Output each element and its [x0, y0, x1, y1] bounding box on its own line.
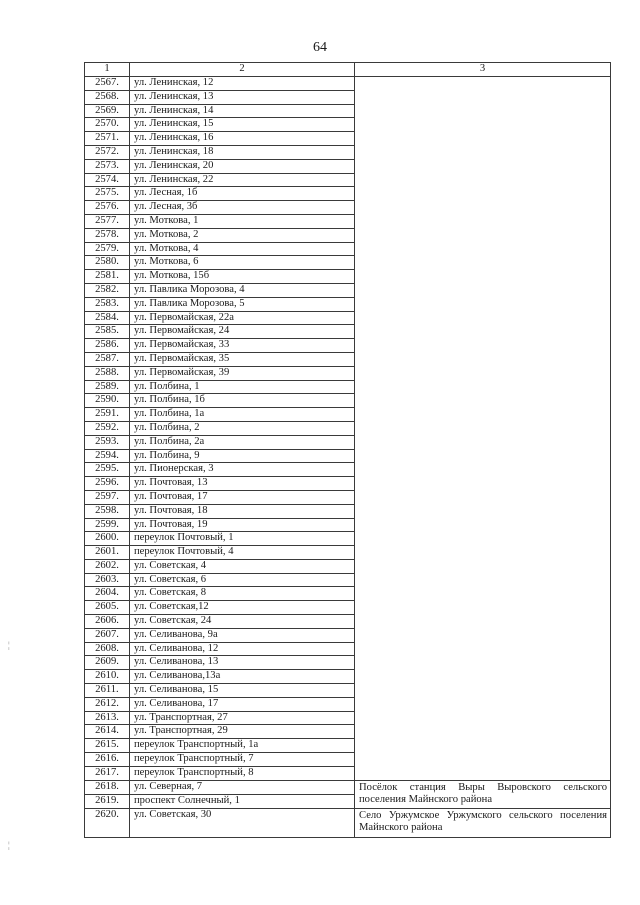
row-number: 2603.: [85, 573, 130, 587]
row-number: 2596.: [85, 477, 130, 491]
row-address: ул. Транспортная, 29: [130, 725, 355, 739]
row-number: 2601.: [85, 546, 130, 560]
row-number: 2594.: [85, 449, 130, 463]
row-address: ул. Первомайская, 24: [130, 325, 355, 339]
scan-mark: ¦: [8, 840, 10, 850]
row-number: 2614.: [85, 725, 130, 739]
row-number: 2605.: [85, 601, 130, 615]
row-address: ул. Селиванова, 17: [130, 697, 355, 711]
row-number: 2595.: [85, 463, 130, 477]
table-body: [85, 77, 611, 838]
row-address: ул. Первомайская, 33: [130, 339, 355, 353]
column-3-empty: [355, 77, 611, 781]
row-number: 2576.: [85, 201, 130, 215]
row-number: 2598.: [85, 504, 130, 518]
row-address: ул. Моткова, 6: [130, 256, 355, 270]
row-address: переулок Почтовый, 4: [130, 546, 355, 560]
row-number: 2585.: [85, 325, 130, 339]
row-address: ул. Ленинская, 18: [130, 145, 355, 159]
row-address: ул. Полбина, 9: [130, 449, 355, 463]
table-header-row: [85, 63, 611, 77]
row-address: ул. Селиванова,13а: [130, 670, 355, 684]
settlement-description: Посёлок станция Выры Выровского сельского поселения Майнского района: [355, 780, 611, 808]
row-number: 2612.: [85, 697, 130, 711]
row-address: ул. Ленинская, 16: [130, 132, 355, 146]
row-number: 2575.: [85, 187, 130, 201]
row-address: ул. Моткова, 1: [130, 214, 355, 228]
row-number: 2589.: [85, 380, 130, 394]
row-address: ул. Полбина, 1: [130, 380, 355, 394]
row-number: 2610.: [85, 670, 130, 684]
row-address: ул. Транспортная, 27: [130, 711, 355, 725]
row-number: 2602.: [85, 559, 130, 573]
row-address: ул. Моткова, 2: [130, 228, 355, 242]
row-address: ул. Ленинская, 22: [130, 173, 355, 187]
row-address: проспект Солнечный, 1: [130, 794, 355, 808]
row-number: 2616.: [85, 753, 130, 767]
row-address: ул. Первомайская, 39: [130, 366, 355, 380]
row-number: 2604.: [85, 587, 130, 601]
row-number: 2573.: [85, 159, 130, 173]
row-number: 2611.: [85, 684, 130, 698]
row-number: 2593.: [85, 435, 130, 449]
row-address: ул. Полбина, 2: [130, 421, 355, 435]
row-number: 2578.: [85, 228, 130, 242]
row-number: 2590.: [85, 394, 130, 408]
row-number: 2587.: [85, 352, 130, 366]
row-address: ул. Селиванова, 15: [130, 684, 355, 698]
row-number: 2607.: [85, 628, 130, 642]
row-address: ул. Ленинская, 14: [130, 104, 355, 118]
row-address: ул. Советская, 8: [130, 587, 355, 601]
row-number: 2570.: [85, 118, 130, 132]
row-address: ул. Первомайская, 35: [130, 352, 355, 366]
row-number: 2599.: [85, 518, 130, 532]
row-address: ул. Почтовая, 13: [130, 477, 355, 491]
row-address: переулок Почтовый, 1: [130, 532, 355, 546]
row-number: 2588.: [85, 366, 130, 380]
row-number: 2606.: [85, 615, 130, 629]
row-address: переулок Транспортный, 7: [130, 753, 355, 767]
row-number: 2567.: [85, 77, 130, 91]
row-address: ул. Полбина, 2а: [130, 435, 355, 449]
row-address: ул. Ленинская, 12: [130, 77, 355, 91]
row-address: ул. Ленинская, 20: [130, 159, 355, 173]
row-address: ул. Советская,12: [130, 601, 355, 615]
row-address: ул. Моткова, 4: [130, 242, 355, 256]
row-number: 2592.: [85, 421, 130, 435]
row-address: ул. Лесная, 1б: [130, 187, 355, 201]
row-number: 2572.: [85, 145, 130, 159]
scan-mark: ¦: [8, 640, 10, 650]
row-address: ул. Советская, 4: [130, 559, 355, 573]
row-number: 2579.: [85, 242, 130, 256]
row-address: ул. Почтовая, 17: [130, 490, 355, 504]
row-number: 2591.: [85, 408, 130, 422]
row-address: ул. Полбина, 1б: [130, 394, 355, 408]
row-number: 2618.: [85, 780, 130, 794]
row-address: ул. Моткова, 15б: [130, 270, 355, 284]
row-number: 2568.: [85, 90, 130, 104]
row-address: ул. Селиванова, 12: [130, 642, 355, 656]
row-address: ул. Северная, 7: [130, 780, 355, 794]
address-table: [84, 62, 611, 838]
row-number: 2619.: [85, 794, 130, 808]
row-number: 2609.: [85, 656, 130, 670]
row-number: 2582.: [85, 283, 130, 297]
row-number: 2617.: [85, 766, 130, 780]
row-number: 2586.: [85, 339, 130, 353]
row-number: 2584.: [85, 311, 130, 325]
row-address: переулок Транспортный, 8: [130, 766, 355, 780]
row-address: ул. Полбина, 1а: [130, 408, 355, 422]
row-number: 2577.: [85, 214, 130, 228]
row-address: ул. Селиванова, 9а: [130, 628, 355, 642]
row-number: 2583.: [85, 297, 130, 311]
row-address: ул. Пионерская, 3: [130, 463, 355, 477]
row-address: ул. Первомайская, 22а: [130, 311, 355, 325]
column-header-1: 1: [85, 63, 130, 77]
row-address: ул. Павлика Морозова, 5: [130, 297, 355, 311]
row-address: ул. Советская, 30: [130, 808, 355, 837]
row-number: 2613.: [85, 711, 130, 725]
table-row: [85, 780, 611, 794]
row-address: ул. Ленинская, 13: [130, 90, 355, 104]
row-number: 2581.: [85, 270, 130, 284]
row-address: ул. Ленинская, 15: [130, 118, 355, 132]
row-number: 2569.: [85, 104, 130, 118]
row-number: 2580.: [85, 256, 130, 270]
row-address: ул. Советская, 6: [130, 573, 355, 587]
column-header-3: 3: [355, 63, 611, 77]
row-number: 2574.: [85, 173, 130, 187]
settlement-description: Село Уржумское Уржумского сельского поселения Майнского района: [355, 808, 611, 837]
row-address: переулок Транспортный, 1а: [130, 739, 355, 753]
page-number: 64: [313, 40, 327, 55]
column-header-2: 2: [130, 63, 355, 77]
row-number: 2597.: [85, 490, 130, 504]
row-address: ул. Советская, 24: [130, 615, 355, 629]
row-address: ул. Селиванова, 13: [130, 656, 355, 670]
row-address: ул. Павлика Морозова, 4: [130, 283, 355, 297]
row-address: ул. Почтовая, 19: [130, 518, 355, 532]
row-number: 2571.: [85, 132, 130, 146]
row-address: ул. Лесная, 3б: [130, 201, 355, 215]
row-number: 2615.: [85, 739, 130, 753]
row-number: 2620.: [85, 808, 130, 837]
row-number: 2608.: [85, 642, 130, 656]
row-address: ул. Почтовая, 18: [130, 504, 355, 518]
row-number: 2600.: [85, 532, 130, 546]
table-row: [85, 808, 611, 837]
table-row: [85, 77, 611, 91]
